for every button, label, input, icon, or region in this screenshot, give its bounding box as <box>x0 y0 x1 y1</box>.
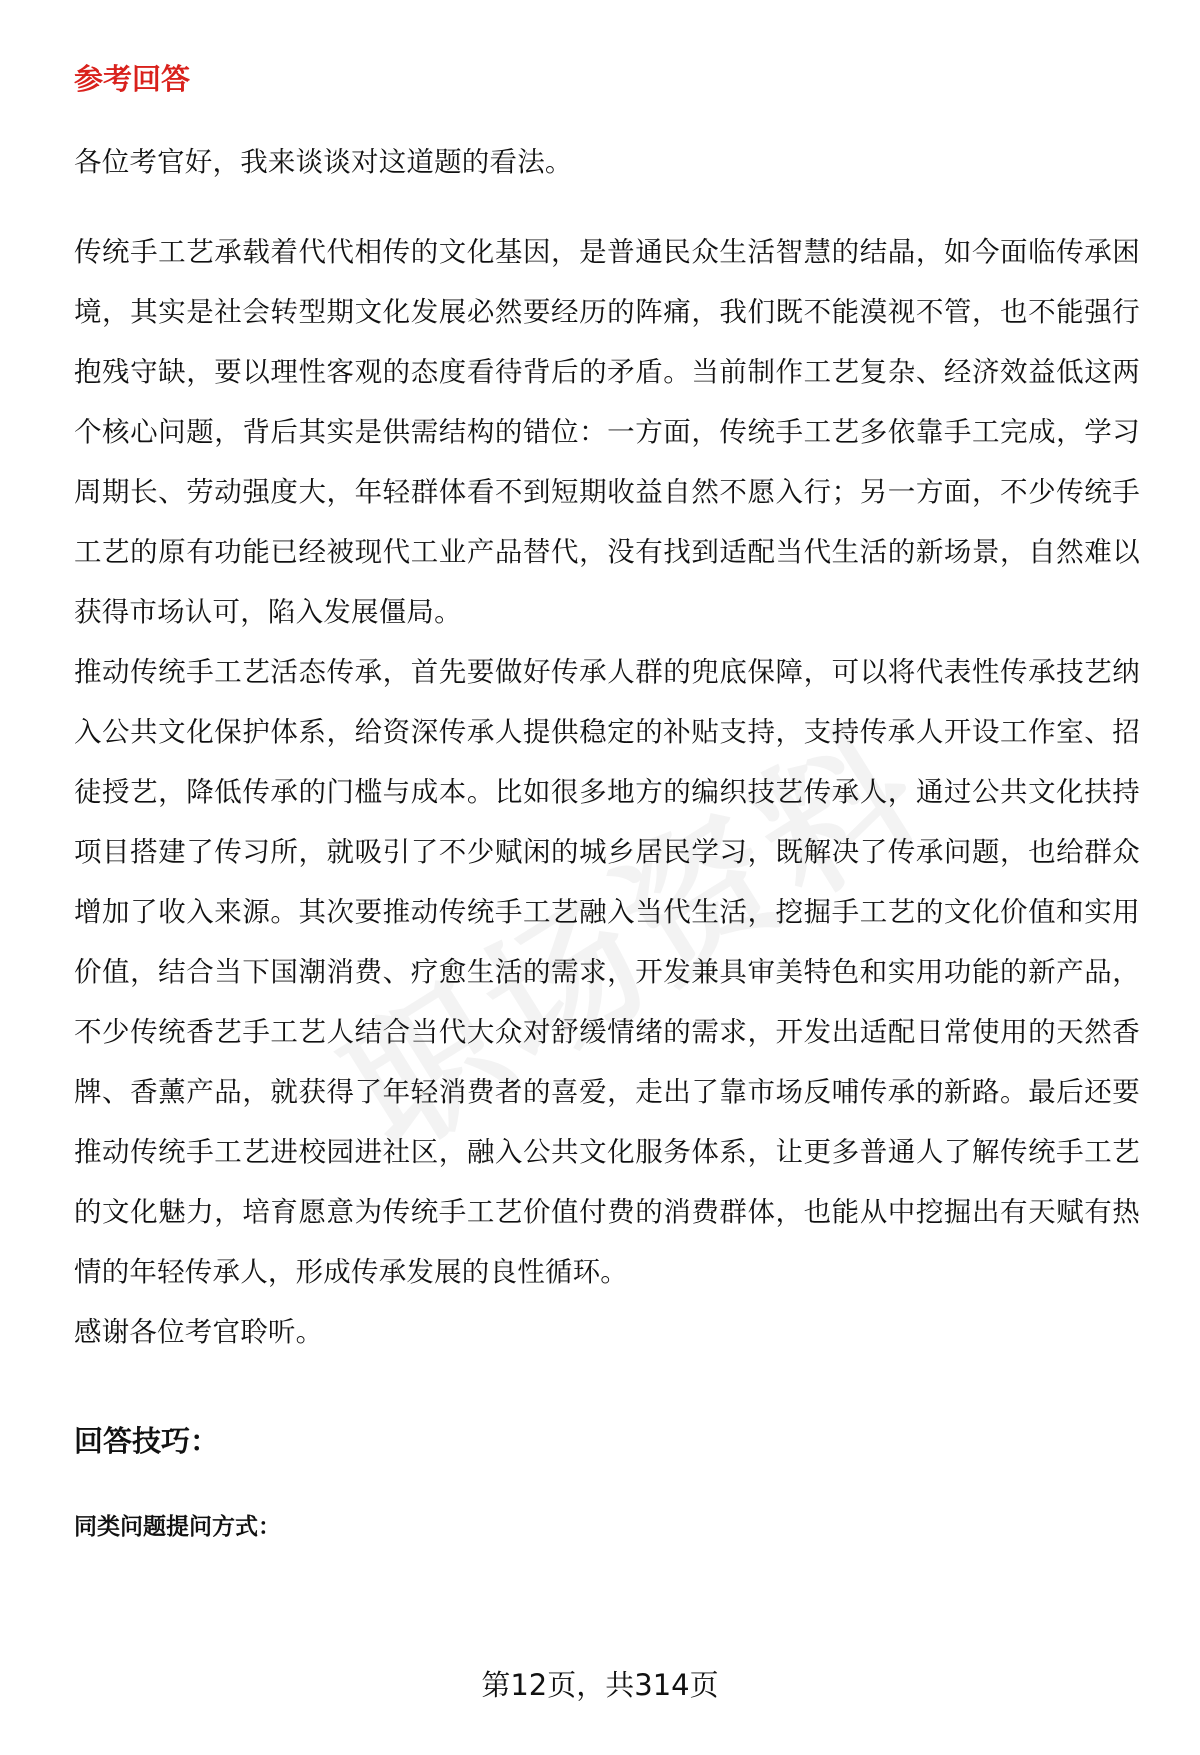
body-paragraph-1: 传统手工艺承载着代代相传的文化基因，是普通民众生活智慧的结晶，如今面临传承困境，其实是社会转型期文化发展必然要经历的阵痛，我们既不能漠视不管，也不能强行抱残守缺，要以理性客观的态度看待背后的矛盾。当前制作工艺复杂、经济效益低这两个核心问题，背后其实是供需结构的错位：一方面，传统手工艺多依靠手工完成，学习周期长、劳动强度大，年轻群体看不到短期收益自然不愿入行；另一方面，不少传统手工艺的原有功能已经被现代工业产品替代，没有找到适配当代生活的新场景，自然难以获得市场认可，陷入发展僵局。 <box>74 236 1140 628</box>
page-number: 第12页，共314页 <box>481 1668 719 1702</box>
body-paragraph-2: 推动传统手工艺活态传承，首先要做好传承人群的兜底保障，可以将代表性传承技艺纳入公共文化保护体系，给资深传承人提供稳定的补贴支持，支持传承人开设工作室、招徒授艺，降低传承的门槛与成本。比如很多地方的编织技艺传承人，通过公共文化扶持项目搭建了传习所，就吸引了不少赋闲的城乡居民学习，既解决了传承问题，也给群众增加了收入来源。其次要推动传统手工艺融入当代生活，挖掘手工艺的文化价值和实用价值，结合当下国潮消费、疗愈生活的需求，开发兼具审美特色和实用功能的新产品，不少传统香艺手工艺人结合当代大众对舒缓情绪的需求，开发出适配日常使用的天然香牌、香薰产品，就获得了年轻消费者的喜爱，走出了靠市场反哺传承的新路。最后还要推动传统手工艺进校园进社区，融入公共文化服务体系，让更多普通人了解传统手工艺的文化魅力，培育愿意为传统手工艺价值付费的消费群体，也能从中挖掘出有天赋有热情的年轻传承人，形成传承发展的良性循环。 <box>74 656 1140 1288</box>
answer-heading: 参考回答 <box>74 62 191 96</box>
greeting-paragraph: 各位考官好，我来谈谈对这道题的看法。 <box>74 146 573 178</box>
closing-paragraph: 感谢各位考官聆听。 <box>74 1316 324 1348</box>
similar-questions-heading: 同类问题提问方式： <box>74 1514 281 1540</box>
tips-heading: 回答技巧： <box>74 1424 220 1458</box>
document-content <box>74 52 1140 1552</box>
